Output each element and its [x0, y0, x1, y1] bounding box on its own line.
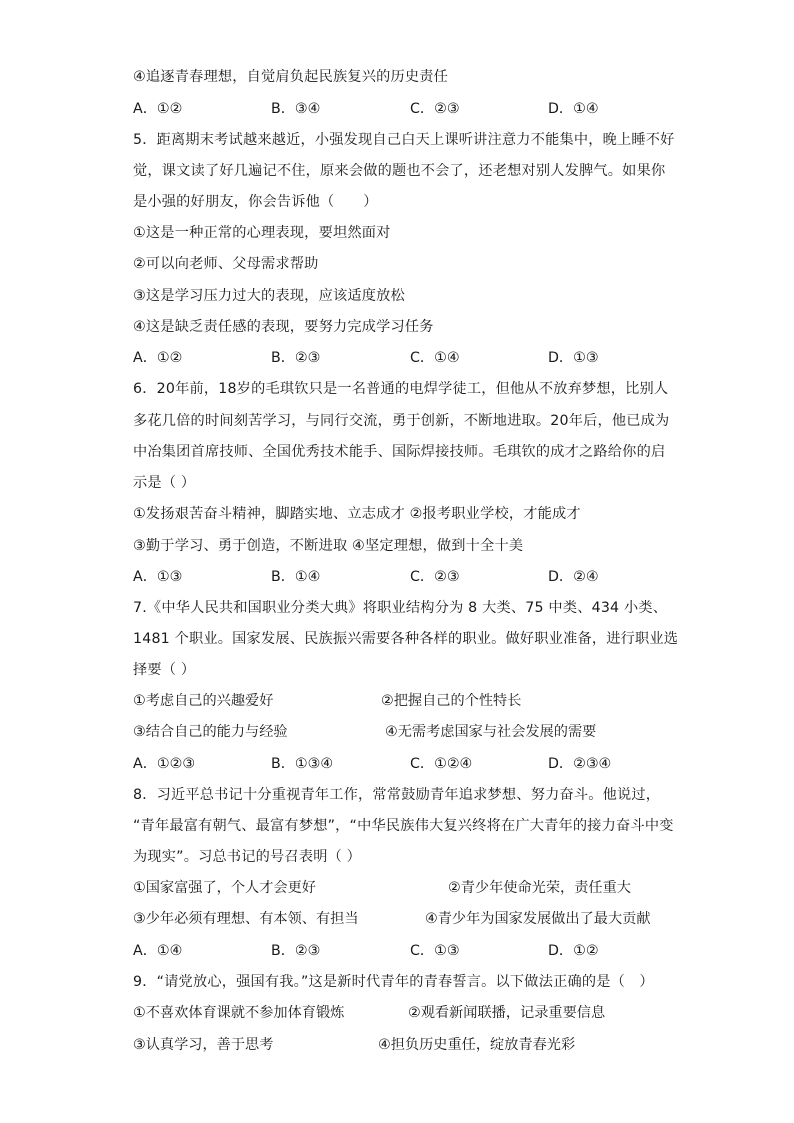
option-b: B．①④	[271, 569, 321, 585]
q5-options	[133, 348, 693, 368]
option-a: A．①②	[133, 350, 183, 366]
q5-stem-line-1: 5．距离期末考试越来越近，小强发现自己白天上课听讲注意力不能集中，晚上睡不好	[133, 132, 675, 148]
q5-choice-3: ③这是学习压力过大的表现，应该适度放松	[133, 288, 405, 304]
q9-choices-3-4	[133, 1035, 693, 1055]
choice-1: ①国家富强了，个人才会更好	[133, 880, 316, 896]
q8-stem-line-3: 为现实”。习总书记的号召表明（ ）	[133, 849, 362, 865]
q8-stem-line-1: 8．习近平总书记十分重视青年工作，常常鼓励青年追求梦想、努力奋斗。他说过，	[133, 787, 661, 803]
choice-2: ②青少年使命光荣，责任重大	[448, 880, 631, 896]
q9-stem-line-1: 9．“请党放心，强国有我。”这是新时代青年的青春誓言。以下做法正确的是（ ）	[133, 974, 654, 990]
q6-choices-3-4: ③勤于学习、勇于创造，不断进取 ④坚定理想，做到十全十美	[133, 538, 524, 554]
option-b: B．②③	[271, 943, 321, 959]
option-d: D．②③④	[548, 756, 612, 772]
q6-options	[133, 567, 693, 587]
q9-choices-1-2	[133, 1003, 693, 1023]
q7-choices-3-4	[133, 722, 693, 742]
option-b: B．③④	[271, 101, 321, 117]
choice-3: ③认真学习，善于思考	[133, 1037, 274, 1053]
choice-4: ④担负历史重任，绽放青春光彩	[378, 1037, 576, 1053]
choice-4: ④青少年为国家发展做出了最大贡献	[425, 911, 651, 927]
q5-stem-line-2: 觉，课文读了好几遍记不住，原来会做的题也不会了，还老想对别人发脾气。如果你	[133, 163, 666, 179]
q4-choice-4: ④追逐青春理想，自觉肩负起民族复兴的历史责任	[133, 69, 449, 85]
option-c: C．②③	[410, 101, 460, 117]
option-a: A．①②③	[133, 756, 196, 772]
option-a: A．①④	[133, 943, 183, 959]
q5-choice-1: ①这是一种正常的心理表现，要坦然面对	[133, 225, 391, 241]
choice-1: ①考虑自己的兴趣爱好	[133, 693, 274, 709]
option-d: D．①③	[548, 350, 599, 366]
choice-1: ①不喜欢体育课就不参加体育锻炼	[133, 1005, 345, 1021]
option-d: D．①②	[548, 943, 599, 959]
q8-options	[133, 941, 693, 961]
option-c: C．①②④	[410, 756, 473, 772]
q7-choices-1-2	[133, 691, 693, 711]
choice-2: ②观看新闻联播，记录重要信息	[408, 1005, 606, 1021]
choice-3: ③少年必须有理想、有本领、有担当	[133, 911, 359, 927]
q6-choices-1-2: ①发扬艰苦奋斗精神，脚踏实地、立志成才 ②报考职业学校，才能成才	[133, 506, 581, 522]
option-c: C．①③	[410, 943, 460, 959]
q4-options	[133, 99, 693, 119]
choice-3: ③结合自己的能力与经验	[133, 724, 288, 740]
q6-stem-line-4: 示是（ ）	[133, 475, 196, 491]
q5-stem-line-3: 是小强的好朋友，你会告诉他（ ）	[133, 194, 378, 210]
q8-choices-1-2	[133, 878, 693, 898]
q6-stem-line-3: 中冶集团首席技师、全国优秀技术能手、国际焊接技师。毛琪钦的成才之路给你的启	[133, 444, 666, 460]
option-c: C．②③	[410, 569, 460, 585]
option-a: A．①③	[133, 569, 183, 585]
option-a: A．①②	[133, 101, 183, 117]
q6-stem-line-1: 6．20年前，18岁的毛琪钦只是一名普通的电焊学徒工，但他从不放弃梦想，比别人	[133, 381, 669, 397]
choice-2: ②把握自己的个性特长	[381, 693, 522, 709]
q8-stem-line-2: “青年最富有朝气、最富有梦想”，“中华民族伟大复兴终将在广大青年的接力奋斗中变	[133, 818, 674, 834]
q8-choices-3-4	[133, 909, 693, 929]
q7-stem-line-1: 7.《中华人民共和国职业分类大典》将职业结构分为 8 大类、75 中类、434 小类、	[133, 600, 668, 616]
q7-stem-line-2: 1481 个职业。国家发展、民族振兴需要各种各样的职业。做好职业准备，进行职业选	[133, 631, 679, 647]
choice-4: ④无需考虑国家与社会发展的需要	[385, 724, 597, 740]
option-b: B．①③④	[271, 756, 334, 772]
q5-choice-2: ②可以向老师、父母需求帮助	[133, 256, 319, 272]
option-c: C．①④	[410, 350, 460, 366]
option-d: D．②④	[548, 569, 599, 585]
q5-choice-4: ④这是缺乏责任感的表现，要努力完成学习任务	[133, 319, 434, 335]
q7-options	[133, 754, 693, 774]
option-d: D．①④	[548, 101, 599, 117]
option-b: B．②③	[271, 350, 321, 366]
q6-stem-line-2: 多花几倍的时间刻苦学习，与同行交流，勇于创新，不断地进取。20年后，他已成为	[133, 413, 670, 429]
q7-stem-line-3: 择要（ ）	[133, 662, 196, 678]
